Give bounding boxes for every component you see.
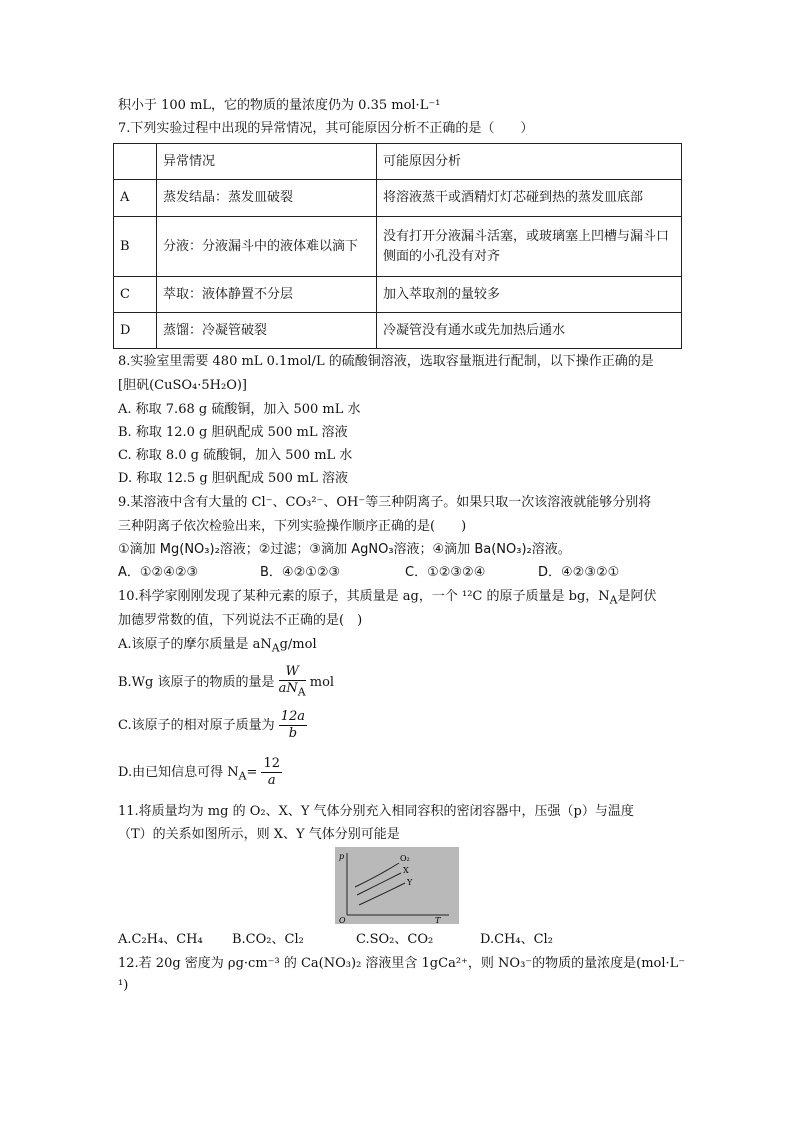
table-row (114, 313, 682, 349)
header-cell: 可能原因分析 (377, 144, 682, 180)
avogadro-subscript: A (609, 593, 618, 607)
fraction (279, 709, 307, 742)
q10-option-d (118, 756, 282, 794)
table-row (114, 217, 682, 277)
y-curve (359, 883, 405, 905)
q10-option-b-unit: mol (309, 674, 335, 690)
x-curve (357, 873, 401, 895)
q9-option-d: D．④②③②① (538, 565, 620, 580)
row-situation: 蒸发结晶：蒸发皿破裂 (157, 180, 377, 217)
row-situation: 萃取：液体静置不分层 (157, 277, 377, 313)
equals-sign: = (246, 765, 258, 780)
q8-option-a: A. 称取 7.68 g 硫酸铜，加入 500 mL 水 (118, 402, 361, 417)
y-curve-label: Y (407, 878, 413, 887)
q11-option-a: A.C₂H₄、CH₄ (118, 932, 203, 947)
q10-option-b (118, 664, 334, 701)
denominator: a (267, 773, 276, 788)
x-curve-label: X (403, 866, 409, 875)
q10-option-d-text: D.由已知信息可得 N (118, 765, 239, 780)
q7-stem: 7.下列实验过程中出现的异常情况，其可能原因分析不正确的是（ ） (118, 121, 534, 136)
q11-option-b: B.CO₂、Cl₂ (232, 932, 304, 947)
avogadro-subscript: A (271, 641, 280, 655)
row-reason: 没有打开分液漏斗活塞，或玻璃塞上凹槽与漏斗口侧面的小孔没有对齐 (377, 217, 682, 277)
q10-option-a-unit: g/mol (279, 637, 317, 652)
o2-curve-label: O₂ (400, 854, 410, 863)
q9-option-a: A．①②④②③ (118, 565, 199, 580)
denominator (279, 681, 306, 701)
fraction (261, 756, 282, 789)
row-label: B (114, 217, 157, 277)
avogadro-subscript: A (238, 769, 247, 783)
numerator: 12 (263, 756, 281, 771)
t-axis-label: T (435, 916, 441, 924)
q8-option-c: C. 称取 8.0 g 硫酸铜，加入 500 mL 水 (118, 448, 353, 463)
q10-stem-line1 (118, 588, 657, 610)
q12-stem-line2: ¹) (118, 978, 129, 993)
numerator: W (279, 664, 306, 681)
fraction (279, 664, 306, 701)
o2-curve (355, 863, 399, 887)
table-row (114, 277, 682, 313)
denominator-text: aN (278, 681, 298, 696)
graph-svg (335, 847, 459, 924)
row-label: A (114, 180, 157, 217)
header-cell (114, 144, 157, 180)
pressure-temperature-graph (335, 847, 459, 924)
denominator: b (288, 726, 298, 741)
row-reason: 冷凝管没有通水或先加热后通水 (377, 313, 682, 349)
q9-option-b: B．④②①②③ (260, 565, 341, 580)
q10-option-a-text: A.该原子的摩尔质量是 aN (118, 637, 272, 652)
q10-option-c (118, 709, 307, 743)
q11-stem-line1: 11.将质量均为 mg 的 O₂、X、Y 气体分别充入相同容积的密闭容器中，压强（p）与温度 (118, 804, 634, 819)
q10-stem-line2: 加德罗常数的值，下列说法不正确的是( ) (118, 613, 363, 628)
q9-stem-line1: 9.某溶液中含有大量的 Cl⁻、CO₃²⁻、OH⁻等三种阴离子。如果只取一次该溶液就能够分别将 (118, 495, 652, 510)
q8-stem-line1: 8.实验室里需要 480 mL 0.1mol/L 的硫酸铜溶液，选取容量瓶进行配制，以下操作正确的是 (118, 354, 654, 369)
row-situation: 蒸馏：冷凝管破裂 (157, 313, 377, 349)
q8-option-b: B. 称取 12.0 g 胆矾配成 500 mL 溶液 (118, 425, 348, 440)
row-reason: 将溶液蒸干或酒精灯灯芯碰到热的蒸发皿底部 (377, 180, 682, 217)
q7-table (113, 143, 682, 349)
avogadro-subscript: A (297, 685, 306, 699)
table-header-row (114, 144, 682, 180)
q8-option-d: D. 称取 12.5 g 胆矾配成 500 mL 溶液 (118, 471, 349, 486)
q11-option-d: D.CH₄、Cl₂ (480, 932, 553, 947)
table-row (114, 180, 682, 217)
q10-stem-tail: 是阿伏 (617, 589, 657, 604)
q8-stem-line2: [胆矾(CuSO₄·5H₂O)] (118, 378, 247, 393)
q12-stem-line1: 12.若 20g 密度为 ρg·cm⁻³ 的 Ca(NO₃)₂ 溶液里含 1gCa²⁺，则 NO₃⁻的物质的量浓度是(mol·L⁻ (118, 956, 686, 971)
q9-stem-line2: 三种阴离子依次检验出来，下列实验操作顺序正确的是( ) (118, 519, 467, 534)
p-axis-label: p (339, 852, 345, 861)
row-label: C (114, 277, 157, 313)
row-reason: 加入萃取剂的量较多 (377, 277, 682, 313)
numerator: 12a (280, 709, 306, 724)
intro-line: 积小于 100 mL，它的物质的量浓度仍为 0.35 mol·L⁻¹ (118, 98, 441, 113)
q10-stem-text: 10.科学家刚刚发现了某种元素的原子，其质量是 ag，一个 ¹²C 的原子质量是 bg，N (118, 589, 610, 604)
header-cell: 异常情况 (157, 144, 377, 180)
row-label: D (114, 313, 157, 349)
q9-option-c: C．①②③②④ (405, 565, 486, 580)
origin-label: O (339, 916, 346, 924)
q10-option-a (118, 636, 317, 658)
row-situation: 分液：分液漏斗中的液体难以滴下 (157, 217, 377, 277)
q11-stem-line2: （T）的关系如图所示，则 X、Y 气体分别可能是 (118, 827, 400, 842)
q10-option-b-text: B.Wg 该原子的物质的量是 (118, 674, 275, 690)
q11-option-c: C.SO₂、CO₂ (356, 932, 434, 947)
q10-option-c-text: C.该原子的相对原子质量为 (118, 718, 275, 733)
q9-steps: ①滴加 Mg(NO₃)₂溶液；②过滤；③滴加 AgNO₃溶液；④滴加 Ba(NO₃)₂溶液。 (118, 542, 571, 557)
